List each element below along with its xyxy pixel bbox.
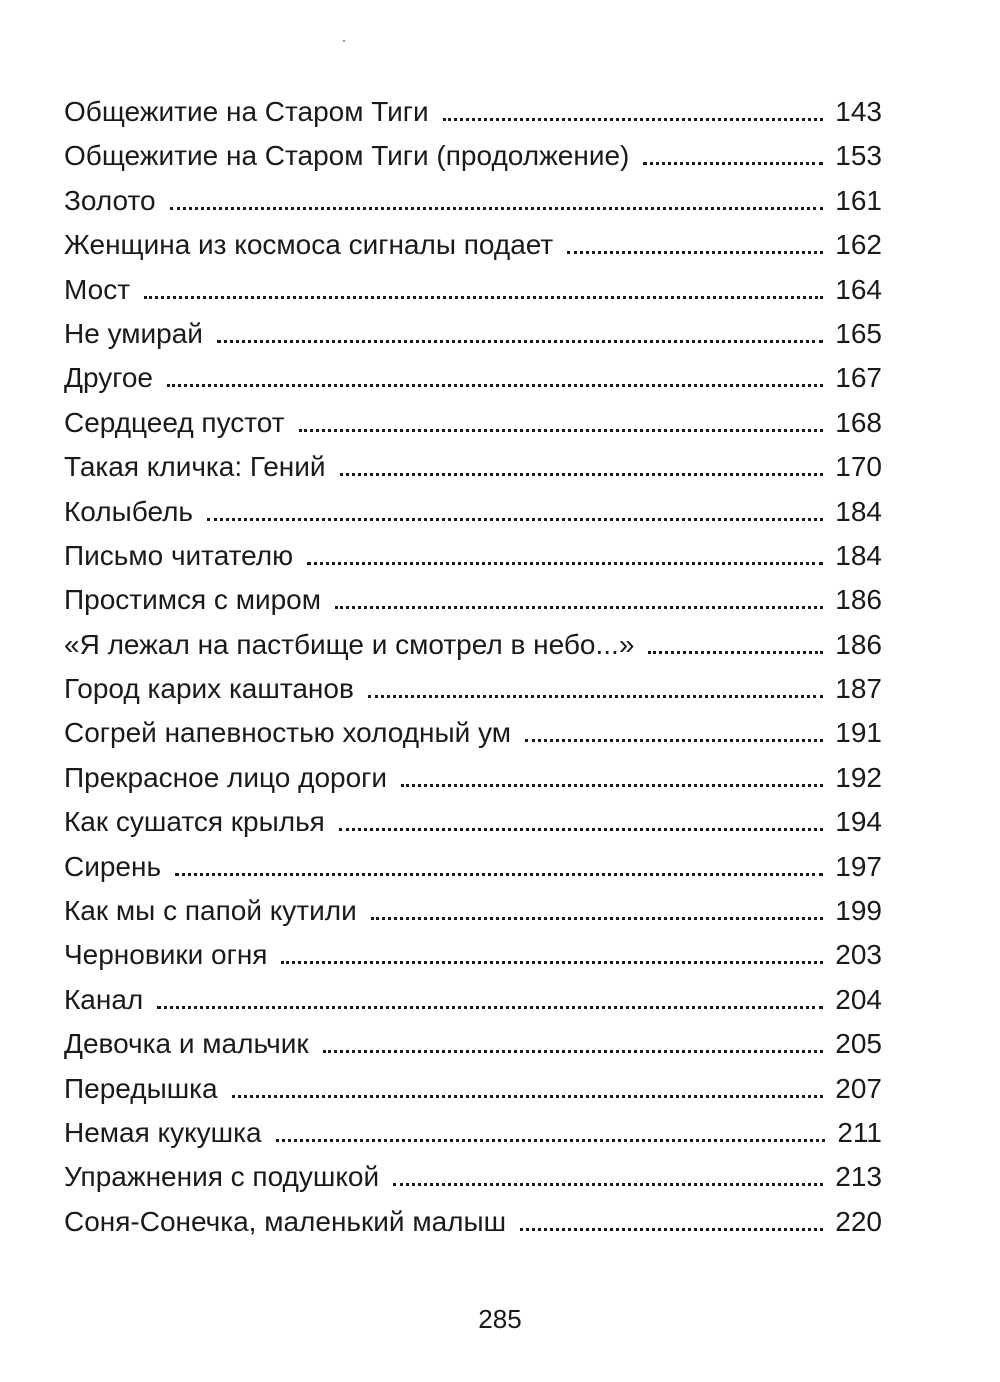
toc-entry[interactable] bbox=[64, 179, 882, 223]
toc-entry-title: Женщина из космоса сигналы подает bbox=[64, 229, 554, 261]
toc-entry-title: Мост bbox=[64, 273, 131, 305]
toc-entry-page: 153 bbox=[835, 140, 882, 172]
toc-entry[interactable] bbox=[64, 401, 882, 445]
toc-entry[interactable] bbox=[64, 800, 882, 844]
print-speck bbox=[343, 40, 345, 42]
toc-entry-page: 164 bbox=[835, 273, 882, 305]
toc-entry-title: Сирень bbox=[64, 850, 162, 882]
toc-entry-page: 186 bbox=[835, 584, 882, 616]
dot-leader bbox=[170, 204, 824, 210]
toc-entry-page: 165 bbox=[835, 317, 882, 349]
dot-leader bbox=[232, 1092, 824, 1098]
toc-entry-title: Девочка и мальчик bbox=[64, 1028, 309, 1060]
dot-leader bbox=[335, 603, 823, 609]
toc-entry-page: 167 bbox=[835, 362, 882, 394]
dot-leader bbox=[648, 648, 823, 654]
page-number: 285 bbox=[478, 1304, 522, 1334]
dot-leader bbox=[443, 115, 824, 121]
toc-entry-title: Золото bbox=[64, 184, 156, 216]
toc-entry[interactable] bbox=[64, 134, 882, 178]
toc-entry[interactable] bbox=[64, 933, 882, 977]
toc-entry[interactable] bbox=[64, 756, 882, 800]
toc-entry-title: Соня-Сонечка, маленький малыш bbox=[64, 1205, 507, 1237]
toc-entry-title: Общежитие на Старом Тиги (продолжение) bbox=[64, 140, 630, 172]
toc-entry[interactable] bbox=[64, 1111, 882, 1155]
dot-leader bbox=[340, 470, 824, 476]
dot-leader bbox=[281, 958, 823, 964]
toc-entry-page: 197 bbox=[835, 850, 882, 882]
toc-entry-page: 186 bbox=[835, 628, 882, 660]
toc-entry-page: 192 bbox=[835, 761, 882, 793]
toc-entry-page: 211 bbox=[837, 1116, 882, 1148]
toc-entry[interactable] bbox=[64, 268, 882, 312]
toc-entry-page: 168 bbox=[835, 406, 882, 438]
toc-entry-page: 143 bbox=[835, 96, 882, 127]
dot-leader bbox=[525, 736, 823, 742]
toc-entry-page: 191 bbox=[835, 717, 882, 749]
toc-entry-page: 205 bbox=[835, 1028, 882, 1060]
toc-entry[interactable] bbox=[64, 1067, 882, 1111]
toc-entry-page: 220 bbox=[835, 1205, 882, 1237]
toc-entry-title: Простимся с миром bbox=[64, 584, 321, 616]
toc-entry-title: Сердцеед пустот bbox=[64, 406, 285, 438]
toc-entry-page: 203 bbox=[835, 939, 882, 971]
toc-entry[interactable] bbox=[64, 667, 882, 711]
toc-entry-title: Город карих каштанов bbox=[64, 673, 354, 705]
dot-leader bbox=[401, 781, 823, 787]
toc-entry-title: Упражнения с подушкой bbox=[64, 1161, 380, 1193]
dot-leader bbox=[339, 825, 823, 831]
toc-entry[interactable] bbox=[64, 490, 882, 534]
toc-entry[interactable] bbox=[64, 978, 882, 1022]
toc-entry[interactable] bbox=[64, 356, 882, 400]
toc-entry-title: Такая кличка: Гений bbox=[64, 451, 326, 483]
toc-entry[interactable] bbox=[64, 534, 882, 578]
dot-leader bbox=[368, 692, 823, 698]
toc-entry-page: 162 bbox=[835, 229, 882, 261]
toc-entry-page: 187 bbox=[835, 673, 882, 705]
dot-leader bbox=[207, 515, 823, 521]
dot-leader bbox=[567, 248, 823, 254]
toc-entry-page: 199 bbox=[835, 895, 882, 927]
dot-leader bbox=[167, 381, 823, 387]
dot-leader bbox=[144, 293, 823, 299]
toc-entry-title: Передышка bbox=[64, 1072, 218, 1104]
dot-leader bbox=[217, 337, 823, 343]
dot-leader bbox=[643, 159, 823, 165]
toc-entry-title: Черновики огня bbox=[64, 939, 268, 971]
toc-entry-title: Как мы с папой кутили bbox=[64, 895, 357, 927]
toc-entry[interactable] bbox=[64, 90, 882, 134]
dot-leader bbox=[299, 426, 824, 432]
dot-leader bbox=[276, 1136, 826, 1142]
toc-entry[interactable] bbox=[64, 845, 882, 889]
toc-entry[interactable] bbox=[64, 445, 882, 489]
toc-entry-title: Как сушатся крылья bbox=[64, 806, 325, 838]
toc-entry-page: 184 bbox=[835, 539, 882, 571]
dot-leader bbox=[371, 914, 824, 920]
toc-entry-title: Прекрасное лицо дороги bbox=[64, 761, 388, 793]
toc-entry[interactable] bbox=[64, 1022, 882, 1066]
toc-entry[interactable] bbox=[64, 1155, 882, 1199]
dot-leader bbox=[307, 559, 823, 565]
toc-entry[interactable] bbox=[64, 312, 882, 356]
toc-entry-page: 207 bbox=[835, 1072, 882, 1104]
dot-leader bbox=[393, 1180, 823, 1186]
toc-entry[interactable] bbox=[64, 623, 882, 667]
toc-entry-page: 194 bbox=[835, 806, 882, 838]
dot-leader bbox=[520, 1225, 823, 1231]
toc-entry-page: 170 bbox=[835, 451, 882, 483]
toc-entry-title: Общежитие на Старом Тиги bbox=[64, 96, 429, 127]
toc-entry-title: Письмо читателю bbox=[64, 539, 294, 571]
toc-entry[interactable] bbox=[64, 889, 882, 933]
dot-leader bbox=[175, 870, 823, 876]
toc-entry-title: Другое bbox=[64, 362, 153, 394]
table-of-contents bbox=[64, 90, 882, 1244]
toc-entry-title: «Я лежал на пастбище и смотрел в небо...» bbox=[64, 628, 635, 660]
toc-entry-title: Канал bbox=[64, 983, 144, 1015]
toc-entry-page: 184 bbox=[835, 495, 882, 527]
toc-entry-title: Согрей напевностью холодный ум bbox=[64, 717, 511, 749]
toc-entry-title: Не умирай bbox=[64, 317, 203, 349]
dot-leader bbox=[323, 1047, 824, 1053]
toc-entry-page: 213 bbox=[835, 1161, 882, 1193]
toc-entry-title: Немая кукушка bbox=[64, 1116, 262, 1148]
toc-entry-page: 204 bbox=[835, 983, 882, 1015]
dot-leader bbox=[157, 1003, 823, 1009]
toc-entry[interactable] bbox=[64, 1200, 882, 1244]
toc-entry[interactable] bbox=[64, 711, 882, 755]
toc-entry[interactable] bbox=[64, 578, 882, 622]
toc-entry-title: Колыбель bbox=[64, 495, 194, 527]
toc-entry-page: 161 bbox=[835, 184, 882, 216]
toc-entry[interactable] bbox=[64, 223, 882, 267]
